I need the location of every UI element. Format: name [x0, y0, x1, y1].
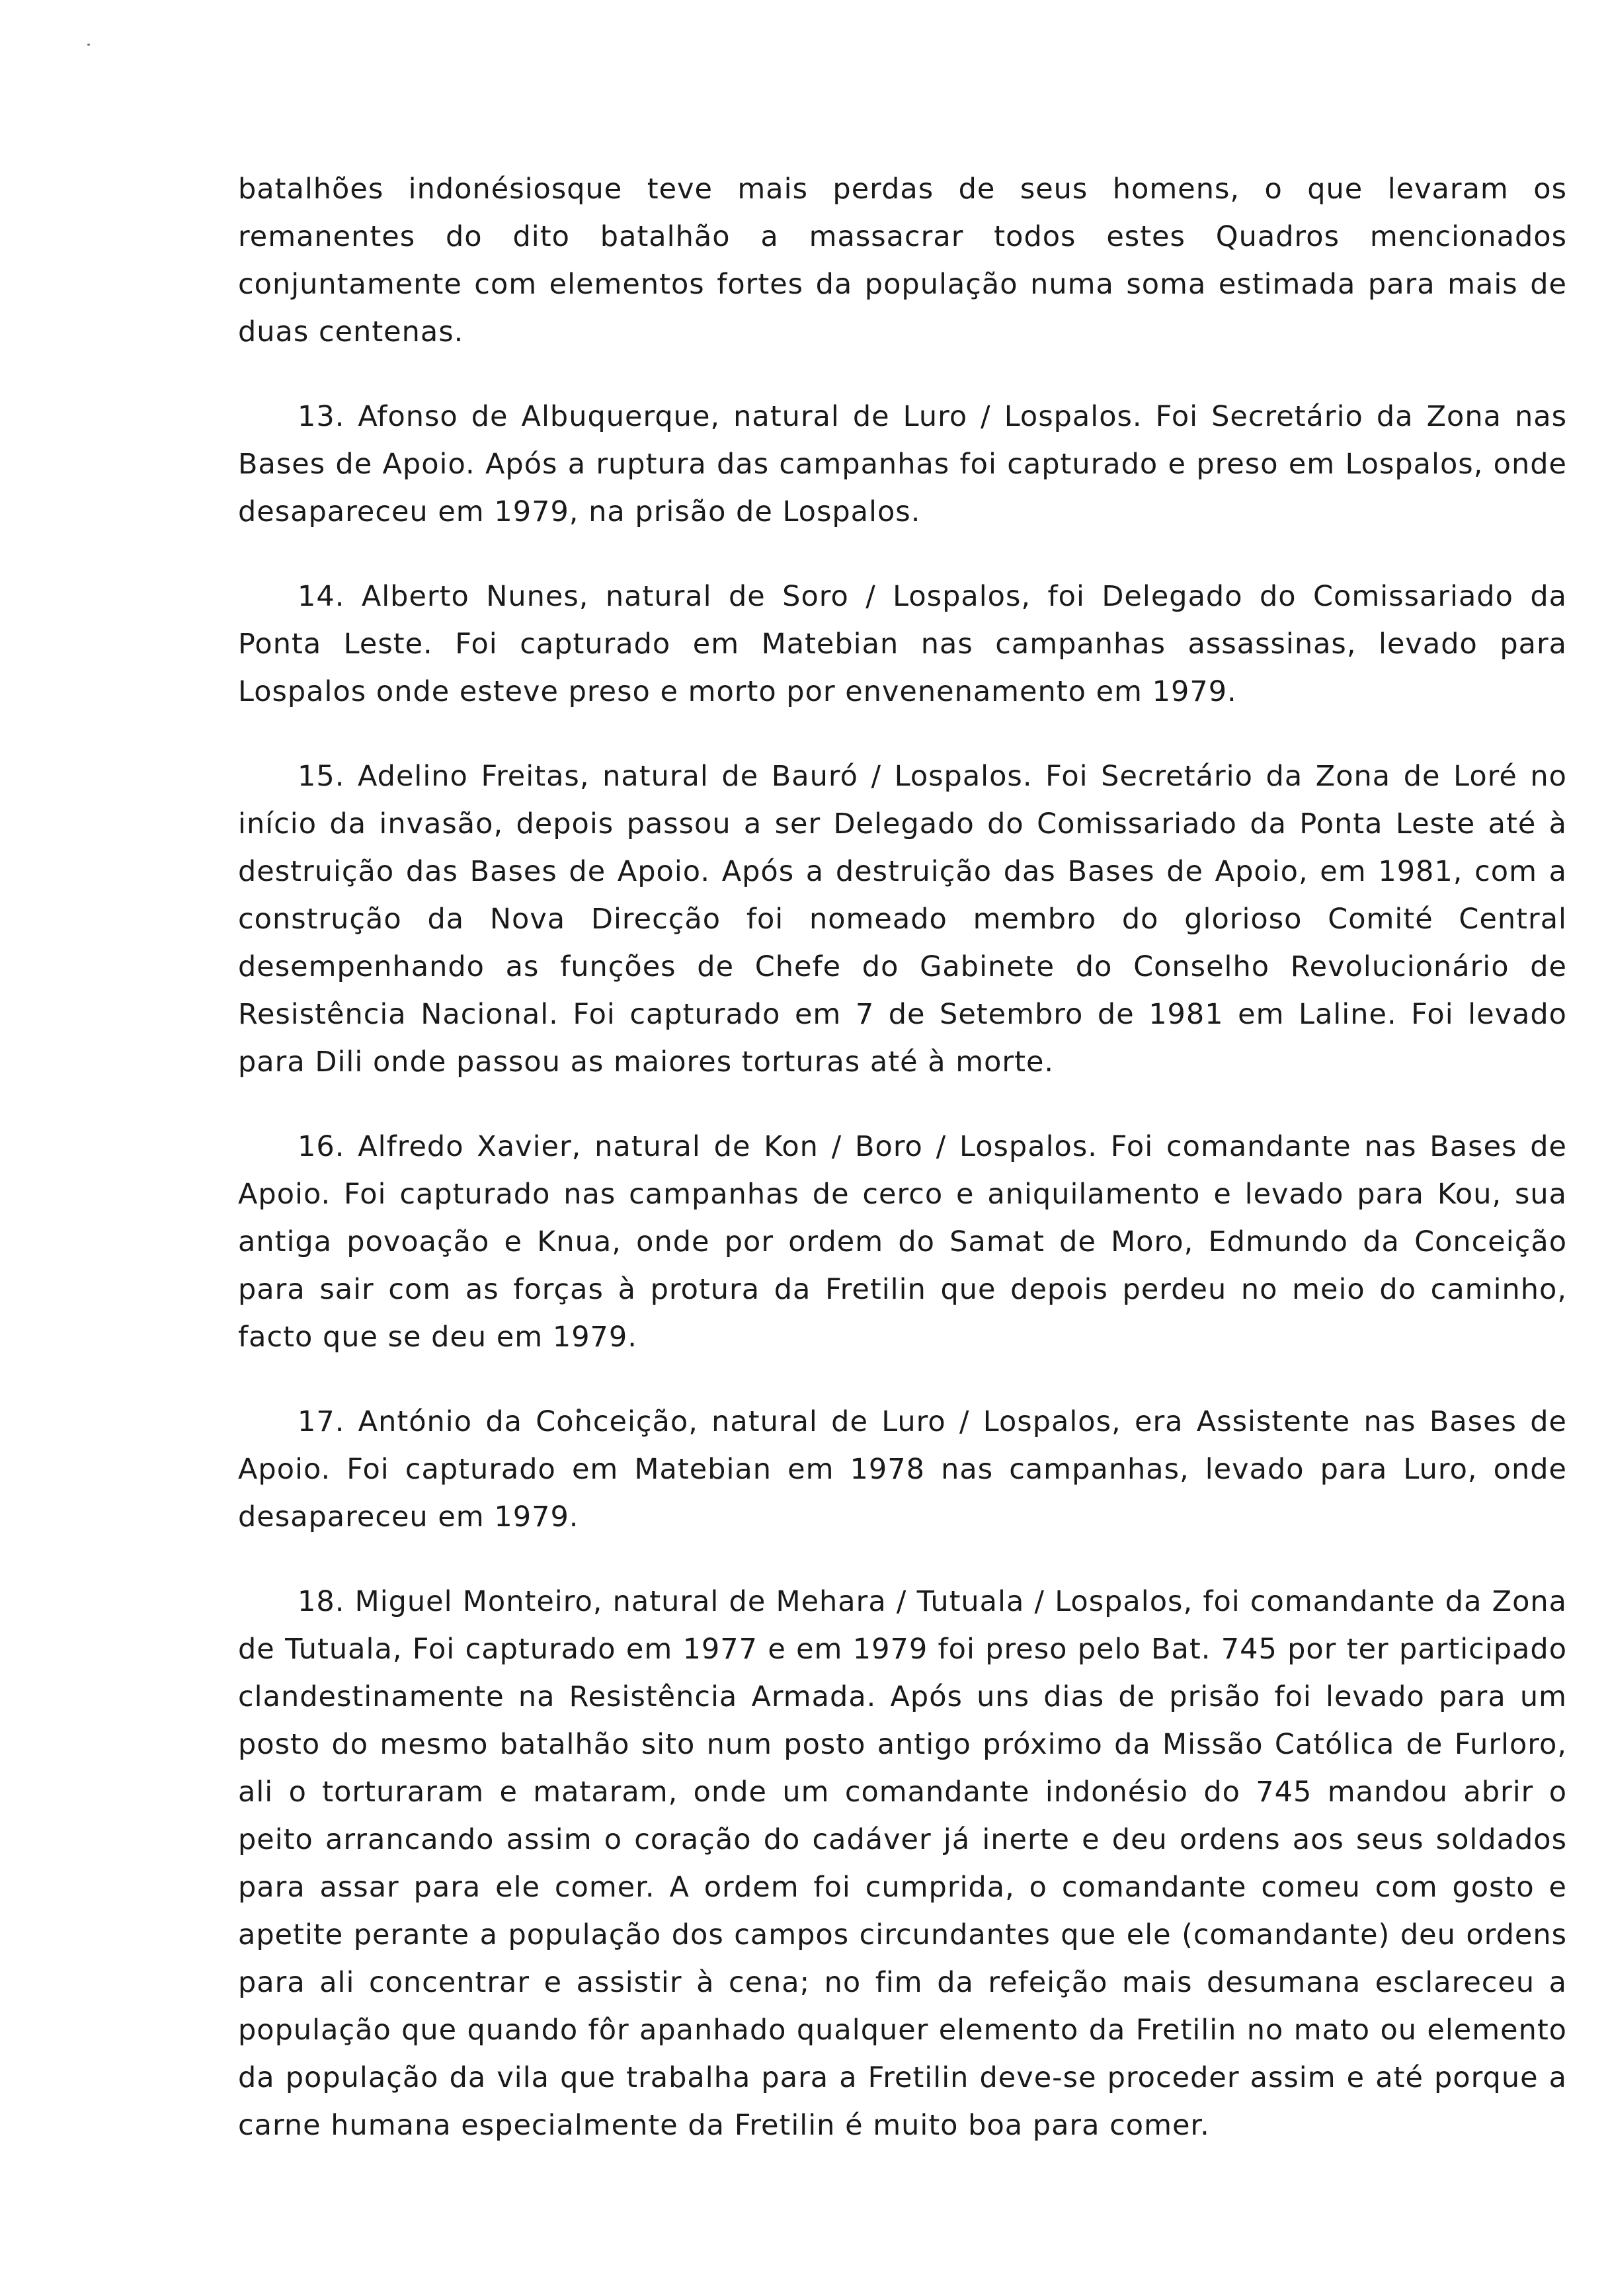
scan-speck: [87, 44, 90, 46]
paragraph-item-13: 13. Afonso de Albuquerque, natural de Luro / Lospalos. Foi Secretário da Zona nas Bases de Apoio. Após a ruptura das campanhas foi capturado e preso em Lospalos, onde desapareceu em 1979, na prisão de Lospalos.: [238, 400, 1567, 528]
paragraph-item-15: 15. Adelino Freitas, natural de Bauró / Lospalos. Foi Secretário da Zona de Loré no início da invasão, depois passou a ser Delegado do Comissariado da Ponta Leste até à destruição das Bases de Apoio. Após a destruição das Bases de Apoio, em 1981, com a construção da Nova Direcção foi nomeado membro do glorioso Comité Central desempenhando as funções de Chefe do Gabinete do Conselho Revolucionário de Resistência Nacional. Foi capturado em 7 de Setembro de 1981 em Laline. Foi levado para Dili onde passou as maiores torturas até à morte.: [238, 760, 1567, 1079]
paragraph-intro: batalhões indonésiosque teve mais perdas de seus homens, o que levaram os remanentes do dito batalhão a massacrar todos estes Quadros mencionados conjuntamente com elementos fortes da população numa soma estimada para mais de duas centenas.: [238, 173, 1567, 348]
paragraph-item-16: 16. Alfredo Xavier, natural de Kon / Boro / Lospalos. Foi comandante nas Bases de Apoio. Foi capturado nas campanhas de cerco e aniquilamento e levado para Kou, sua antiga povoação e Knua, onde por ordem do Samat de Moro, Edmundo da Conceição para sair com as forças à protura da Fretilin que depois perdeu no meio do caminho, facto que se deu em 1979.: [238, 1130, 1567, 1354]
paragraph-item-18: 18. Miguel Monteiro, natural de Mehara / Tutuala / Lospalos, foi comandante da Zona de Tutuala, Foi capturado em 1977 e em 1979 foi preso pelo Bat. 745 por ter participado clandestinamente na Resistência Armada. Após uns dias de prisão foi levado para um posto do mesmo batalhão sito num posto antigo próximo da Missão Católica de Furloro, ali o torturaram e mataram, onde um comandante indonésio do 745 mandou abrir o peito arrancando assim o coração do cadáver já inerte e deu ordens aos seus soldados para assar para ele comer. A ordem foi cumprida, o comandante comeu com gosto e apetite perante a população dos campos circundantes que ele (comandante) deu ordens para ali concentrar e assistir à cena; no fim da refeição mais desumana esclareceu a população que quando fôr apanhado qualquer elemento da Fretilin no mato ou elemento da população da vila que trabalha para a Fretilin deve-se proceder assim e até porque a carne humana especialmente da Fretilin é muito boa para comer.: [238, 1585, 1567, 2142]
paragraph-item-14: 14. Alberto Nunes, natural de Soro / Lospalos, foi Delegado do Comissariado da Ponta Leste. Foi capturado em Matebian nas campanhas assassinas, levado para Lospalos onde esteve preso e morto por envenenamento em 1979.: [238, 580, 1567, 708]
document-body: [238, 165, 1567, 2186]
paragraph-item-17: 17. António da Conceição, natural de Luro / Lospalos, era Assistente nas Bases de Apoio. Foi capturado em Matebian em 1978 nas campanhas, levado para Luro, onde desapareceu em 1979.: [238, 1405, 1567, 1534]
